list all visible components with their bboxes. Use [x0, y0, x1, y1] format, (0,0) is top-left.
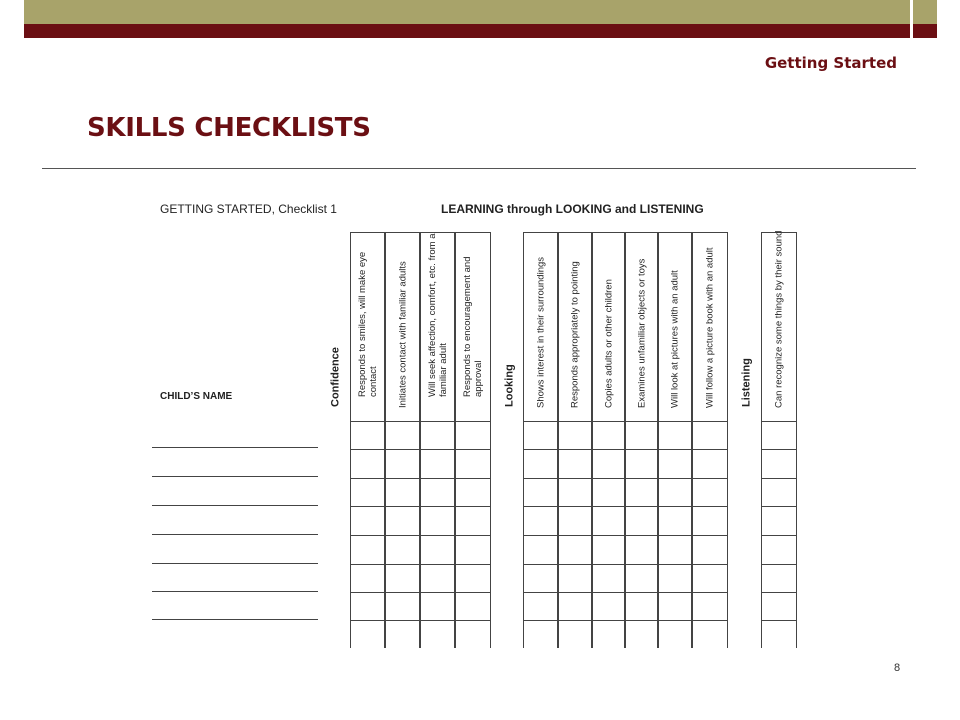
checkbox-row-line [762, 592, 796, 593]
checkbox-row-line [524, 564, 557, 565]
checkbox-row-line [659, 620, 691, 621]
checklist-column [761, 232, 797, 648]
checkbox-row-line [351, 421, 384, 422]
slide-title: SKILLS CHECKLISTS [87, 113, 371, 143]
checkbox-row-line [386, 421, 419, 422]
checkbox-row-line [693, 449, 727, 450]
column-header-label: Can recognize some things by their sound [773, 230, 785, 408]
header-band-red [24, 24, 910, 38]
checkbox-row-line [386, 535, 419, 536]
column-header-label: Initiates contact with familiar adults [397, 261, 408, 408]
checkbox-row-line [593, 592, 624, 593]
checkbox-row-line [659, 478, 691, 479]
checkbox-row-line [421, 449, 454, 450]
checkbox-row-line [351, 535, 384, 536]
checkbox-row-line [659, 535, 691, 536]
checkbox-row-line [386, 506, 419, 507]
checkbox-row-line [693, 506, 727, 507]
checkbox-row-line [524, 592, 557, 593]
header-band-olive-end [913, 0, 937, 24]
checkbox-row-line [386, 620, 419, 621]
column-header-label: Shows interest in their surroundings [535, 256, 546, 408]
checklist-column [592, 232, 625, 648]
checkbox-row-line [524, 421, 557, 422]
checkbox-row-line [456, 478, 490, 479]
column-header-label: Responds to encouragement and approval [462, 256, 484, 397]
category-listening-label: Listening [740, 358, 753, 407]
column-header-label: Will follow a picture book with an adult [704, 247, 716, 408]
checkbox-row-line [351, 564, 384, 565]
name-line [152, 505, 318, 506]
checkbox-row-line [762, 449, 796, 450]
checkbox-row-line [762, 535, 796, 536]
checkbox-row-line [559, 592, 591, 593]
checkbox-row-line [762, 506, 796, 507]
checkbox-row-line [626, 592, 657, 593]
checkbox-row-line [386, 592, 419, 593]
checkbox-row-line [659, 506, 691, 507]
column-header-label: Responds appropriately to pointing [569, 261, 581, 408]
checkbox-row-line [593, 449, 624, 450]
checkbox-row-line [593, 421, 624, 422]
checkbox-row-line [762, 620, 796, 621]
checkbox-row-line [659, 421, 691, 422]
checkbox-row-line [626, 478, 657, 479]
page-number: 8 [894, 662, 901, 674]
checkbox-row-line [456, 564, 490, 565]
checklist-column [658, 232, 692, 648]
checkbox-row-line [456, 421, 490, 422]
checkbox-row-line [559, 478, 591, 479]
checkbox-row-line [524, 506, 557, 507]
checkbox-row-line [421, 506, 454, 507]
section-label: Getting Started [764, 54, 897, 72]
checkbox-row-line [559, 620, 591, 621]
checklist-column [558, 232, 592, 648]
checklist-column [350, 232, 385, 648]
checklist-column [420, 232, 455, 648]
checkbox-row-line [626, 564, 657, 565]
checkbox-row-line [524, 478, 557, 479]
checkbox-row-line [593, 620, 624, 621]
checkbox-row-line [456, 592, 490, 593]
checkbox-row-line [351, 506, 384, 507]
checkbox-row-line [351, 449, 384, 450]
checkbox-row-line [693, 564, 727, 565]
column-header-label: Copies adults or other children [603, 279, 614, 408]
checkbox-row-line [693, 535, 727, 536]
checklist-column [692, 232, 728, 648]
childs-name-label: CHILD’S NAME [160, 391, 233, 402]
checkbox-row-line [351, 620, 384, 621]
checkbox-row-line [559, 421, 591, 422]
category-looking [497, 232, 523, 648]
checkbox-row-line [421, 592, 454, 593]
checkbox-row-line [559, 506, 591, 507]
checkbox-row-line [386, 478, 419, 479]
checkbox-row-line [524, 535, 557, 536]
checkbox-row-line [524, 449, 557, 450]
checkbox-row-line [456, 535, 490, 536]
checkbox-row-line [559, 449, 591, 450]
checkbox-row-line [626, 535, 657, 536]
checklist-column [385, 232, 420, 648]
checkbox-row-line [762, 564, 796, 565]
checkbox-row-line [626, 620, 657, 621]
column-header-label: Will look at pictures with an adult [669, 270, 681, 408]
checklist-column [455, 232, 491, 648]
column-header-label: Responds to smiles, will make eye contact [356, 251, 379, 397]
checkbox-row-line [456, 620, 490, 621]
checkbox-row-line [559, 564, 591, 565]
checkbox-row-line [421, 478, 454, 479]
checkbox-row-line [456, 449, 490, 450]
checkbox-row-line [693, 592, 727, 593]
checkbox-row-line [386, 449, 419, 450]
header-band-red-end [913, 24, 937, 38]
checklist-section-heading: LEARNING through LOOKING and LISTENING [441, 202, 704, 216]
name-line [152, 563, 318, 564]
column-header-label: Examines unfamiliar objects or toys [636, 258, 647, 408]
checkbox-row-line [762, 478, 796, 479]
name-line [152, 534, 318, 535]
checkbox-row-line [659, 592, 691, 593]
category-confidence-label: Confidence [329, 347, 342, 407]
checkbox-row-line [693, 620, 727, 621]
checkbox-row-line [421, 535, 454, 536]
name-line [152, 619, 318, 620]
checkbox-row-line [386, 564, 419, 565]
checkbox-row-line [421, 421, 454, 422]
checkbox-row-line [659, 564, 691, 565]
checkbox-row-line [626, 506, 657, 507]
checklist-column [523, 232, 558, 648]
checkbox-row-line [421, 564, 454, 565]
checkbox-row-line [626, 449, 657, 450]
checkbox-row-line [593, 478, 624, 479]
category-looking-label: Looking [503, 364, 516, 407]
checklist-column [625, 232, 658, 648]
checkbox-row-line [456, 506, 490, 507]
title-divider [42, 168, 916, 169]
checkbox-row-line [351, 592, 384, 593]
checkbox-row-line [626, 421, 657, 422]
name-line [152, 591, 318, 592]
name-line [152, 447, 318, 448]
checkbox-row-line [351, 478, 384, 479]
header-band-olive [24, 0, 910, 24]
checkbox-row-line [524, 620, 557, 621]
checkbox-row-line [421, 620, 454, 621]
name-line [152, 476, 318, 477]
checkbox-row-line [762, 421, 796, 422]
checkbox-row-line [659, 449, 691, 450]
checkbox-row-line [693, 478, 727, 479]
checkbox-row-line [559, 535, 591, 536]
checkbox-row-line [693, 421, 727, 422]
checkbox-row-line [593, 506, 624, 507]
checkbox-row-line [593, 535, 624, 536]
checklist-name: GETTING STARTED, Checklist 1 [160, 202, 337, 216]
category-listening [733, 232, 761, 648]
column-header-label: Will seek affection, comfort, etc. from a familiar adult [426, 233, 449, 397]
checkbox-row-line [593, 564, 624, 565]
category-confidence [322, 232, 350, 648]
